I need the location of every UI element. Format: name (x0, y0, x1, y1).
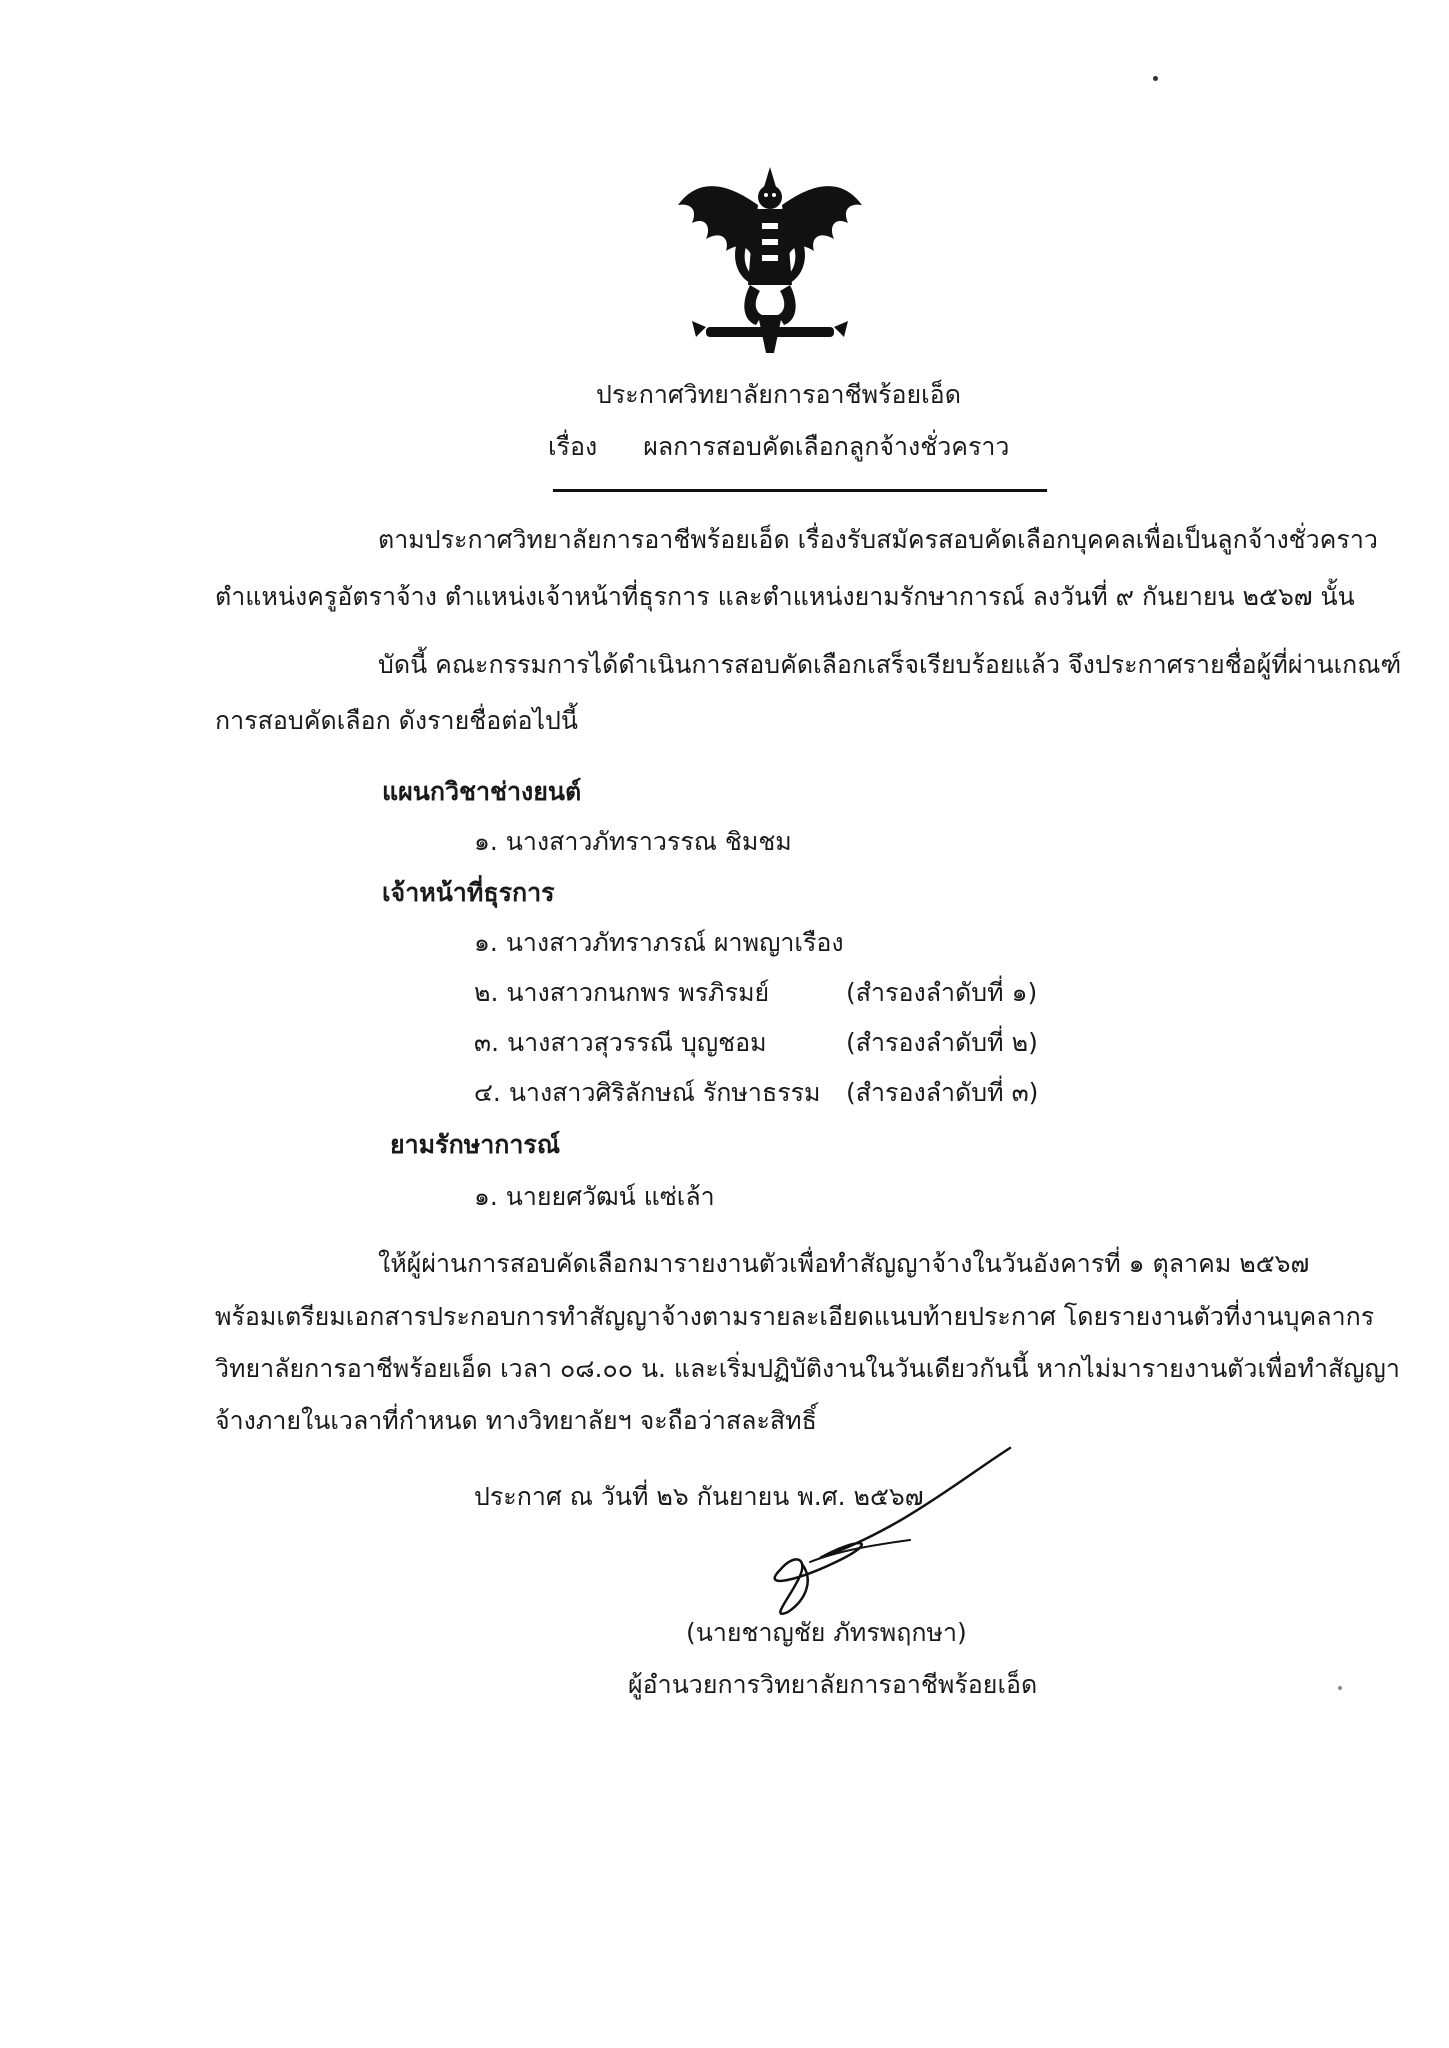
closing-line-4: จ้างภายในเวลาที่กำหนด ทางวิทยาลัยฯ จะถือว่าสละสิทธิ์ (215, 1406, 817, 1435)
group-heading-security-guard: ยามรักษาการณ์ (390, 1130, 561, 1159)
reserve-note: (สำรองลำดับที่ ๓) (846, 1078, 1039, 1107)
list-item: ๑. นางสาวภัทราวรรณ ชิมชม (474, 827, 792, 856)
paragraph-1-line-2: ตำแหน่งครูอัตราจ้าง ตำแหน่งเจ้าหน้าที่ธุรการ และตำแหน่งยามรักษาการณ์ ลงวันที่ ๙ กันยายน ๒๕๖๗ นั้น (215, 582, 1355, 611)
document-title: ประกาศวิทยาลัยการอาชีพร้อยเอ็ด (596, 380, 961, 409)
garuda-emblem-icon (670, 165, 870, 355)
reserve-note: (สำรองลำดับที่ ๒) (846, 1028, 1038, 1057)
handwritten-signature (740, 1440, 1020, 1640)
document-subject (548, 430, 1009, 464)
paragraph-1-line-1: ตามประกาศวิทยาลัยการอาชีพร้อยเอ็ด เรื่องรับสมัครสอบคัดเลือกบุคคลเพื่อเป็นลูกจ้างชั่วคราว (378, 525, 1378, 554)
list-item: ๔. นางสาวศิริลักษณ์ รักษาธรรม (474, 1078, 821, 1107)
paragraph-2-line-1: บัดนี้ คณะกรรมการได้ดำเนินการสอบคัดเลือกเสร็จเรียบร้อยแล้ว จึงประกาศรายชื่อผู้ที่ผ่านเกณฑ์ (378, 650, 1402, 679)
subject-text: ผลการสอบคัดเลือกลูกจ้างชั่วคราว (643, 432, 1010, 461)
group-heading-admin-staff: เจ้าหน้าที่ธุรการ (382, 878, 555, 907)
signatory-name: (นายชาญชัย ภัทรพฤกษา) (686, 1618, 967, 1647)
reserve-note: (สำรองลำดับที่ ๑) (846, 978, 1038, 1007)
list-item: ๓. นางสาวสุวรรณี บุญชอม (474, 1028, 767, 1057)
announcement-date: ประกาศ ณ วันที่ ๒๖ กันยายน พ.ศ. ๒๕๖๗ (474, 1482, 924, 1511)
scan-speck (1153, 76, 1158, 81)
list-item: ๑. นางสาวภัทราภรณ์ ผาพญาเรือง (474, 928, 844, 957)
signatory-position: ผู้อำนวยการวิทยาลัยการอาชีพร้อยเอ็ด (628, 1670, 1038, 1699)
list-item: ๑. นายยศวัฒน์ แซ่เล้า (474, 1182, 715, 1211)
closing-line-2: พร้อมเตรียมเอกสารประกอบการทำสัญญาจ้างตามรายละเอียดแนบท้ายประกาศ โดยรายงานตัวที่งานบุคลากร (215, 1302, 1375, 1331)
list-item: ๒. นางสาวกนกพร พรภิรมย์ (474, 978, 770, 1007)
scan-speck (1338, 1686, 1342, 1690)
closing-line-3: วิทยาลัยการอาชีพร้อยเอ็ด เวลา ๐๘.๐๐ น. และเริ่มปฏิบัติงานในวันเดียวกันนี้ หากไม่มารายงานตัวเพื่อทำสัญญา (215, 1354, 1400, 1383)
paragraph-2-line-2: การสอบคัดเลือก ดังรายชื่อต่อไปนี้ (215, 706, 578, 735)
title-underline (553, 489, 1047, 492)
subject-label: เรื่อง (548, 432, 598, 461)
closing-line-1: ให้ผู้ผ่านการสอบคัดเลือกมารายงานตัวเพื่อทำสัญญาจ้างในวันอังคารที่ ๑ ตุลาคม ๒๕๖๗ (378, 1249, 1310, 1278)
group-heading-auto-mechanics: แผนกวิชาช่างยนต์ (382, 777, 582, 806)
